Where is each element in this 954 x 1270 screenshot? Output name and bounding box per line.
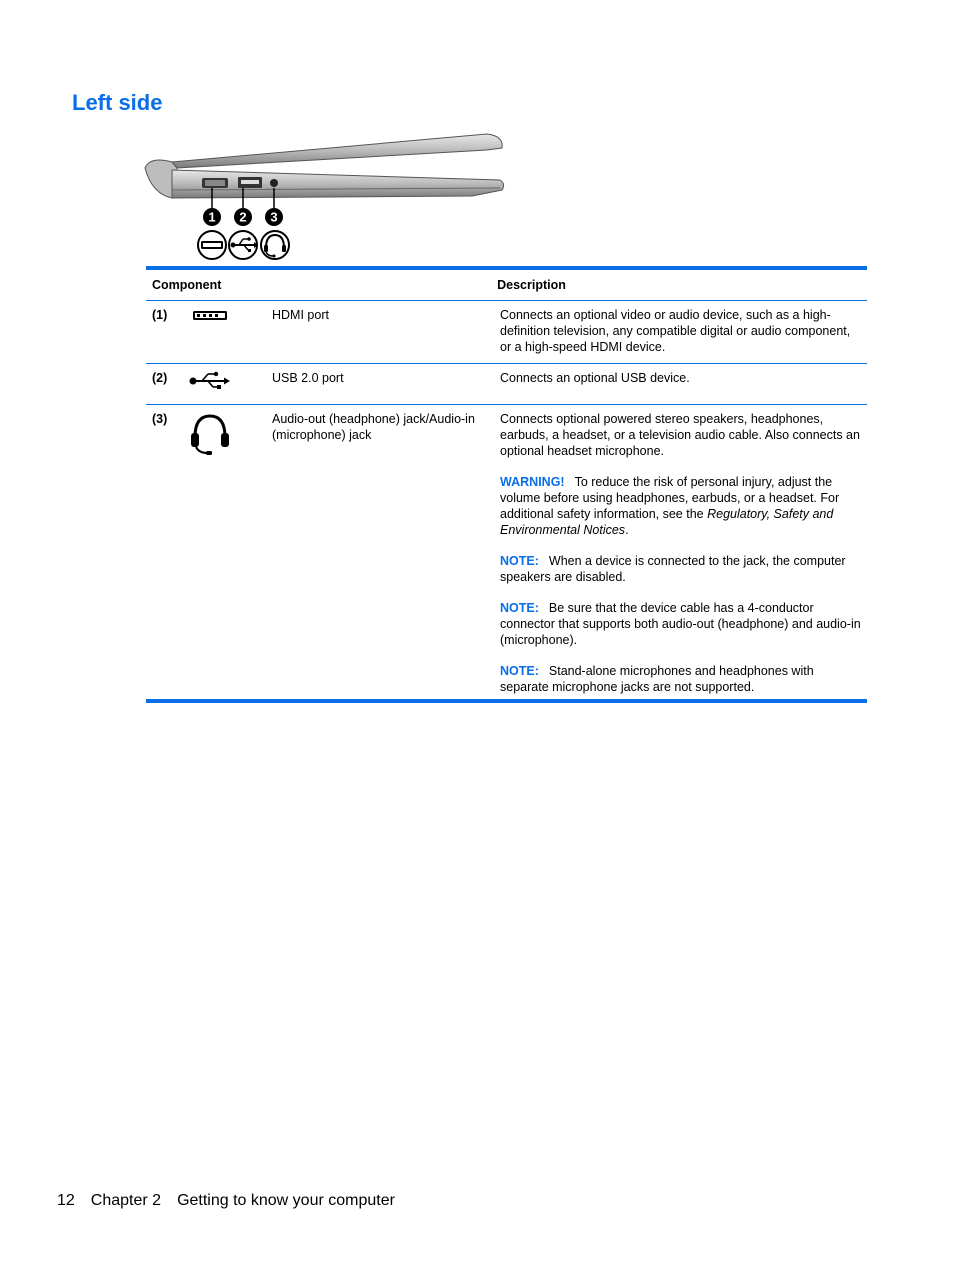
headset-icon <box>261 231 289 259</box>
warning-text: To reduce the risk of personal injury, adjust the volume before using headphones, earbuds, or a headset. For additional safety information, see the <box>500 475 840 521</box>
note-block <box>500 663 863 695</box>
page-title: Left side <box>72 90 163 115</box>
row-number: (3) <box>152 412 168 426</box>
note-text: Stand-alone microphones and headphones with separate microphone jacks are not supported. <box>500 664 814 694</box>
component-description <box>494 364 867 404</box>
table-row <box>146 364 867 405</box>
header-description: Description <box>497 278 566 292</box>
usb-icon <box>229 231 258 259</box>
note-label: NOTE: <box>500 601 539 615</box>
description-text: Connects optional powered stereo speakers, headphones, earbuds, a headset, or a television audio cable. Also connects an optional headset microphone. <box>500 412 860 458</box>
table-header <box>146 270 867 301</box>
chapter-label: Chapter 2 <box>90 1192 162 1209</box>
callout-2 <box>234 208 252 226</box>
warning-label: WARNING! <box>500 475 565 489</box>
device-left-side-illustration <box>142 128 512 264</box>
component-description <box>494 301 867 363</box>
component-name: Audio-out (headphone) jack/Audio-in (microphone) jack <box>272 412 475 442</box>
svg-text:1: 1 <box>208 209 216 225</box>
audio-jack-graphic <box>270 179 278 187</box>
header-component: Component <box>152 278 222 292</box>
note-block <box>500 600 863 648</box>
page-footer <box>57 1192 411 1210</box>
callout-3 <box>265 208 283 226</box>
usb-icon <box>184 364 272 404</box>
usb-port-graphic <box>238 177 262 188</box>
hdmi-icon <box>198 231 226 259</box>
note-text: When a device is connected to the jack, the computer speakers are disabled. <box>500 554 846 584</box>
description-text: Connects an optional USB device. <box>500 371 690 385</box>
callout-1 <box>203 208 221 226</box>
description-text: Connects an optional video or audio device, such as a high-definition television, any compatible digital or audio component, or a high-speed HDMI device. <box>500 308 851 354</box>
table-row <box>146 301 867 364</box>
device-body <box>145 134 504 198</box>
component-name: USB 2.0 port <box>272 371 344 385</box>
note-block <box>500 553 863 585</box>
headset-icon <box>184 405 272 699</box>
notices-doc-reference: Regulatory, Safety and Environmental Notices <box>500 507 834 537</box>
row-number: (2) <box>152 371 168 385</box>
component-name: HDMI port <box>272 308 329 322</box>
note-text: Be sure that the device cable has a 4-conductor connector that supports both audio-out (headphone) and audio-in (microphone). <box>500 601 861 647</box>
warning-block <box>500 474 863 538</box>
component-table <box>146 266 867 703</box>
note-label: NOTE: <box>500 664 539 678</box>
svg-text:2: 2 <box>239 209 247 225</box>
table-row <box>146 405 867 699</box>
svg-text:3: 3 <box>270 209 278 225</box>
page-number: 12 <box>57 1192 75 1209</box>
note-label: NOTE: <box>500 554 539 568</box>
hdmi-icon <box>184 301 272 363</box>
chapter-title: Getting to know your computer <box>177 1192 395 1209</box>
component-description <box>494 405 867 699</box>
row-number: (1) <box>152 308 168 322</box>
warning-text-end: . <box>625 523 629 537</box>
hdmi-port-graphic <box>202 178 228 188</box>
